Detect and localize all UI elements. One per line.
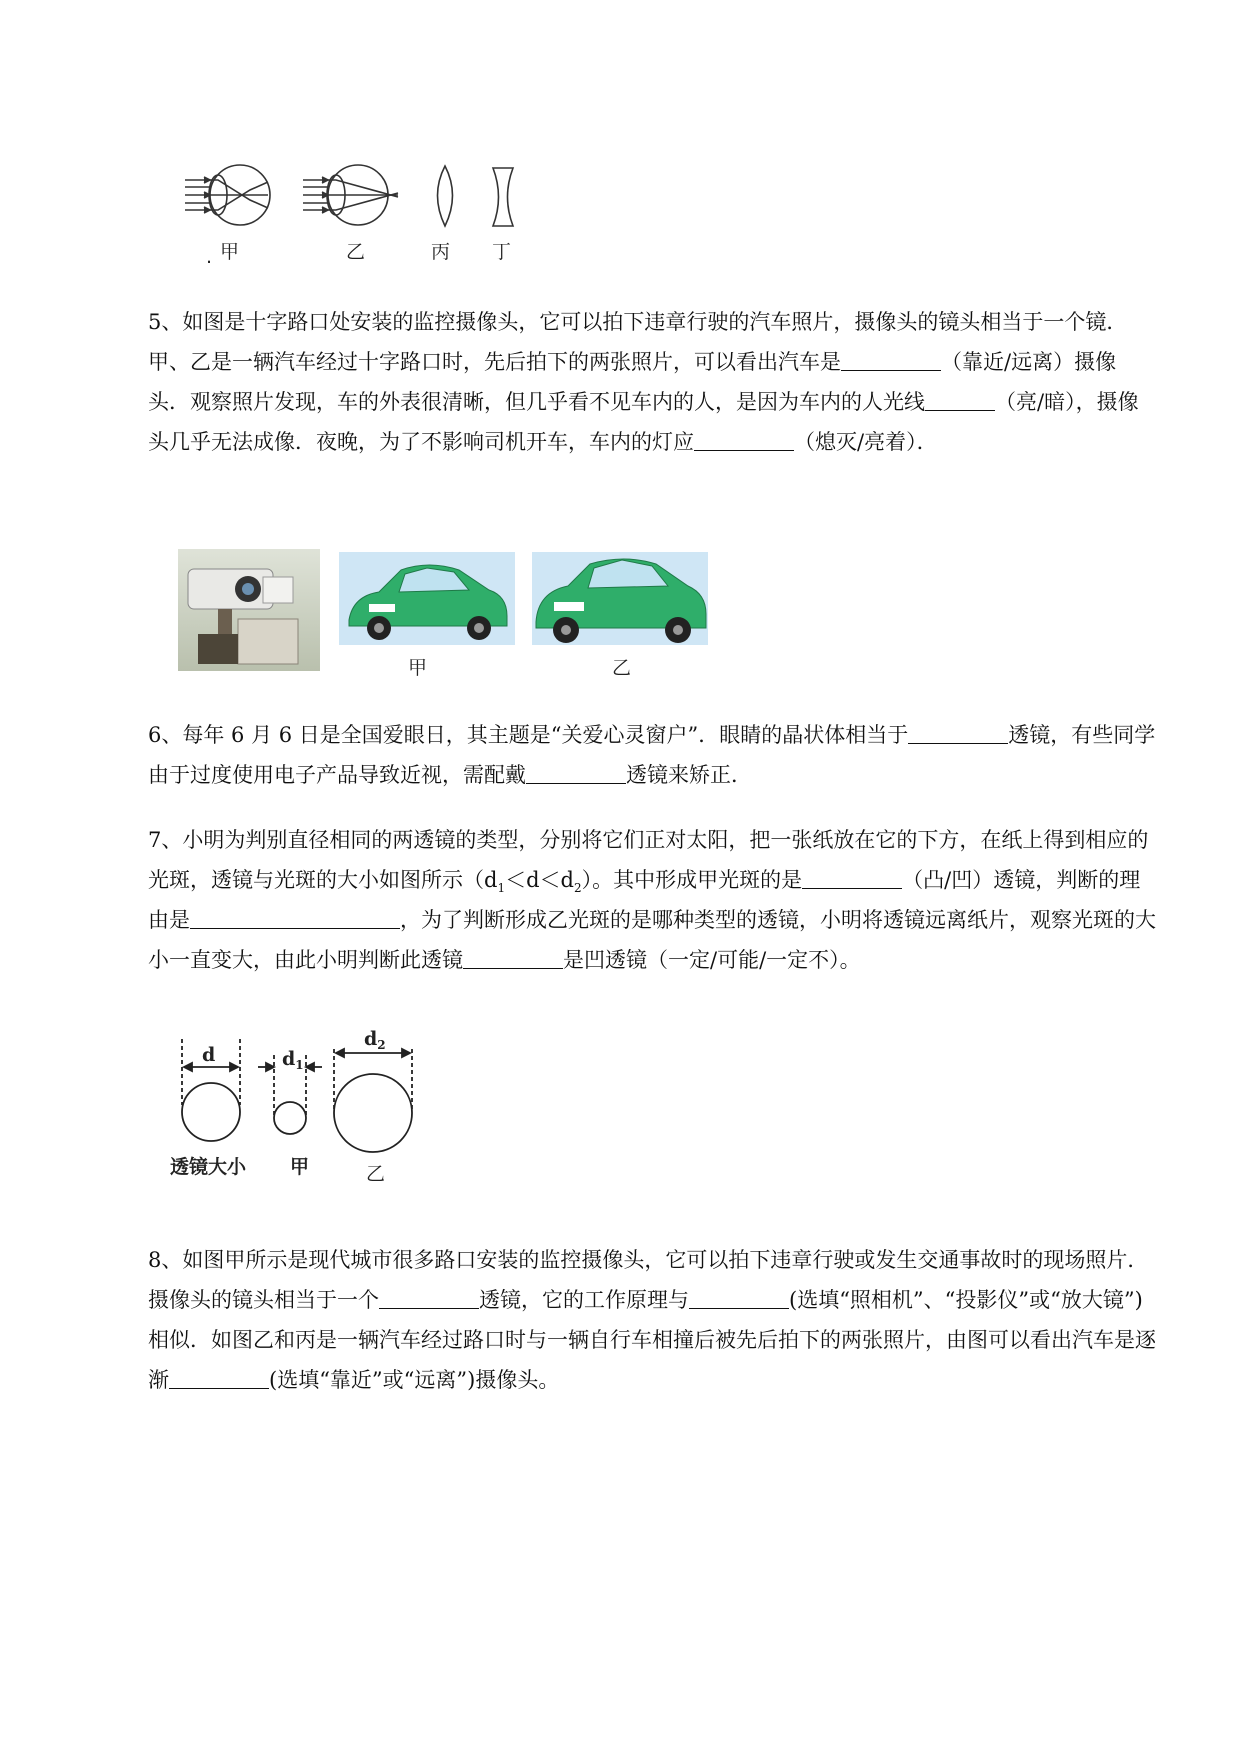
- answer-blank[interactable]: [841, 349, 941, 371]
- question-6: 6、每年 6 月 6 日是全国爱眼日，其主题是“关爱心灵窗户”．眼睛的晶状体相当于 透镜，有些同学由于过度使用电子产品导致近视，需配戴 透镜来矫正．: [148, 723, 1156, 787]
- answer-blank[interactable]: [802, 867, 902, 889]
- camera-icon: [178, 549, 320, 671]
- answer-blank[interactable]: [379, 1287, 479, 1309]
- answer-blank[interactable]: [463, 947, 563, 969]
- lens-label-ding: 丁: [492, 241, 512, 263]
- light-spot-figure: [170, 1025, 430, 1185]
- question-8: 8、如图甲所示是现代城市很多路口安装的监控摄像头，它可以拍下违章行驶或发生交通事故时的现场照片．摄像头的镜头相当于一个 透镜，它的工作原理与 (选填“照相机”、“投影仪”或“放大镜”)相似．如图乙和丙是一辆汽车经过路口时与一辆自行车相撞后被先后拍下的两张照片，由图可以看出汽车是逐渐 (选填“靠近”或“远离”)摄像头。: [148, 1248, 1156, 1392]
- spot-label-jia: 甲: [290, 1156, 310, 1178]
- answer-blank[interactable]: [169, 1367, 269, 1389]
- eye-figure-dot: .: [206, 246, 213, 268]
- question-number: 5、: [148, 310, 183, 334]
- eye-jia-diagram: [185, 165, 270, 225]
- convex-lens-shape: [438, 166, 453, 226]
- question-number: 8、: [148, 1248, 183, 1272]
- answer-blank[interactable]: [526, 762, 626, 784]
- car-photo-yi: [532, 552, 708, 645]
- car-photo-jia: [339, 552, 515, 645]
- spot-label-d1: $d_1$: [282, 1048, 304, 1072]
- camera-photo: [178, 549, 320, 671]
- question-5: 5、如图是十字路口处安装的监控摄像头，它可以拍下违章行驶的汽车照片，摄像头的镜头相当于一个镜．甲、乙是一辆汽车经过十字路口时，先后拍下的两张照片，可以看出汽车是 （靠近/远离）摄像头．观察照片发现，车的外表很清晰，但几乎看不见车内的人，是因为车内的人光线 （亮/暗），摄像头几乎无法成像．夜晚，为了不影响司机开车，车内的灯应 （熄灭/亮着）．: [148, 310, 1139, 454]
- question-number: 6、: [148, 723, 183, 747]
- answer-blank[interactable]: [689, 1287, 789, 1309]
- eye-label-jia: 甲: [220, 241, 240, 263]
- eye-label-yi: 乙: [346, 241, 366, 263]
- spot-label-d: d: [202, 1044, 216, 1066]
- car-icon: [532, 552, 708, 645]
- answer-blank[interactable]: [190, 907, 400, 929]
- car-caption-jia: 甲: [408, 657, 428, 679]
- answer-blank[interactable]: [694, 429, 794, 451]
- car-caption-yi: 乙: [612, 657, 632, 679]
- question-number: 7、: [148, 828, 183, 852]
- spot-label-lens-size: 透镜大小: [170, 1156, 247, 1178]
- answer-blank[interactable]: [925, 389, 995, 411]
- answer-blank[interactable]: [908, 722, 1008, 744]
- eye-lens-figure: [180, 160, 540, 270]
- eye-yi-diagram: [303, 165, 398, 225]
- lens-label-bing: 丙: [431, 241, 451, 263]
- spot-label-d2: $d_2$: [364, 1028, 386, 1052]
- question-7: 7、小明为判别直径相同的两透镜的类型，分别将它们正对太阳，把一张纸放在它的下方，在纸上得到相应的光斑，透镜与光斑的大小如图所示$(d_1<d<d_2)$。其中形成甲光斑的是 （凸/凹）透镜，判断的理由是 ，为了判断形成乙光斑的是哪种类型的透镜，小明将透镜远离纸片，观察光斑的大小一直变大，由此小明判断此透镜 是凹透镜（一定/可能/一定不）。: [148, 828, 1156, 972]
- concave-lens-shape: [493, 168, 513, 226]
- car-icon: [339, 552, 515, 645]
- spot-label-yi: 乙: [366, 1163, 386, 1185]
